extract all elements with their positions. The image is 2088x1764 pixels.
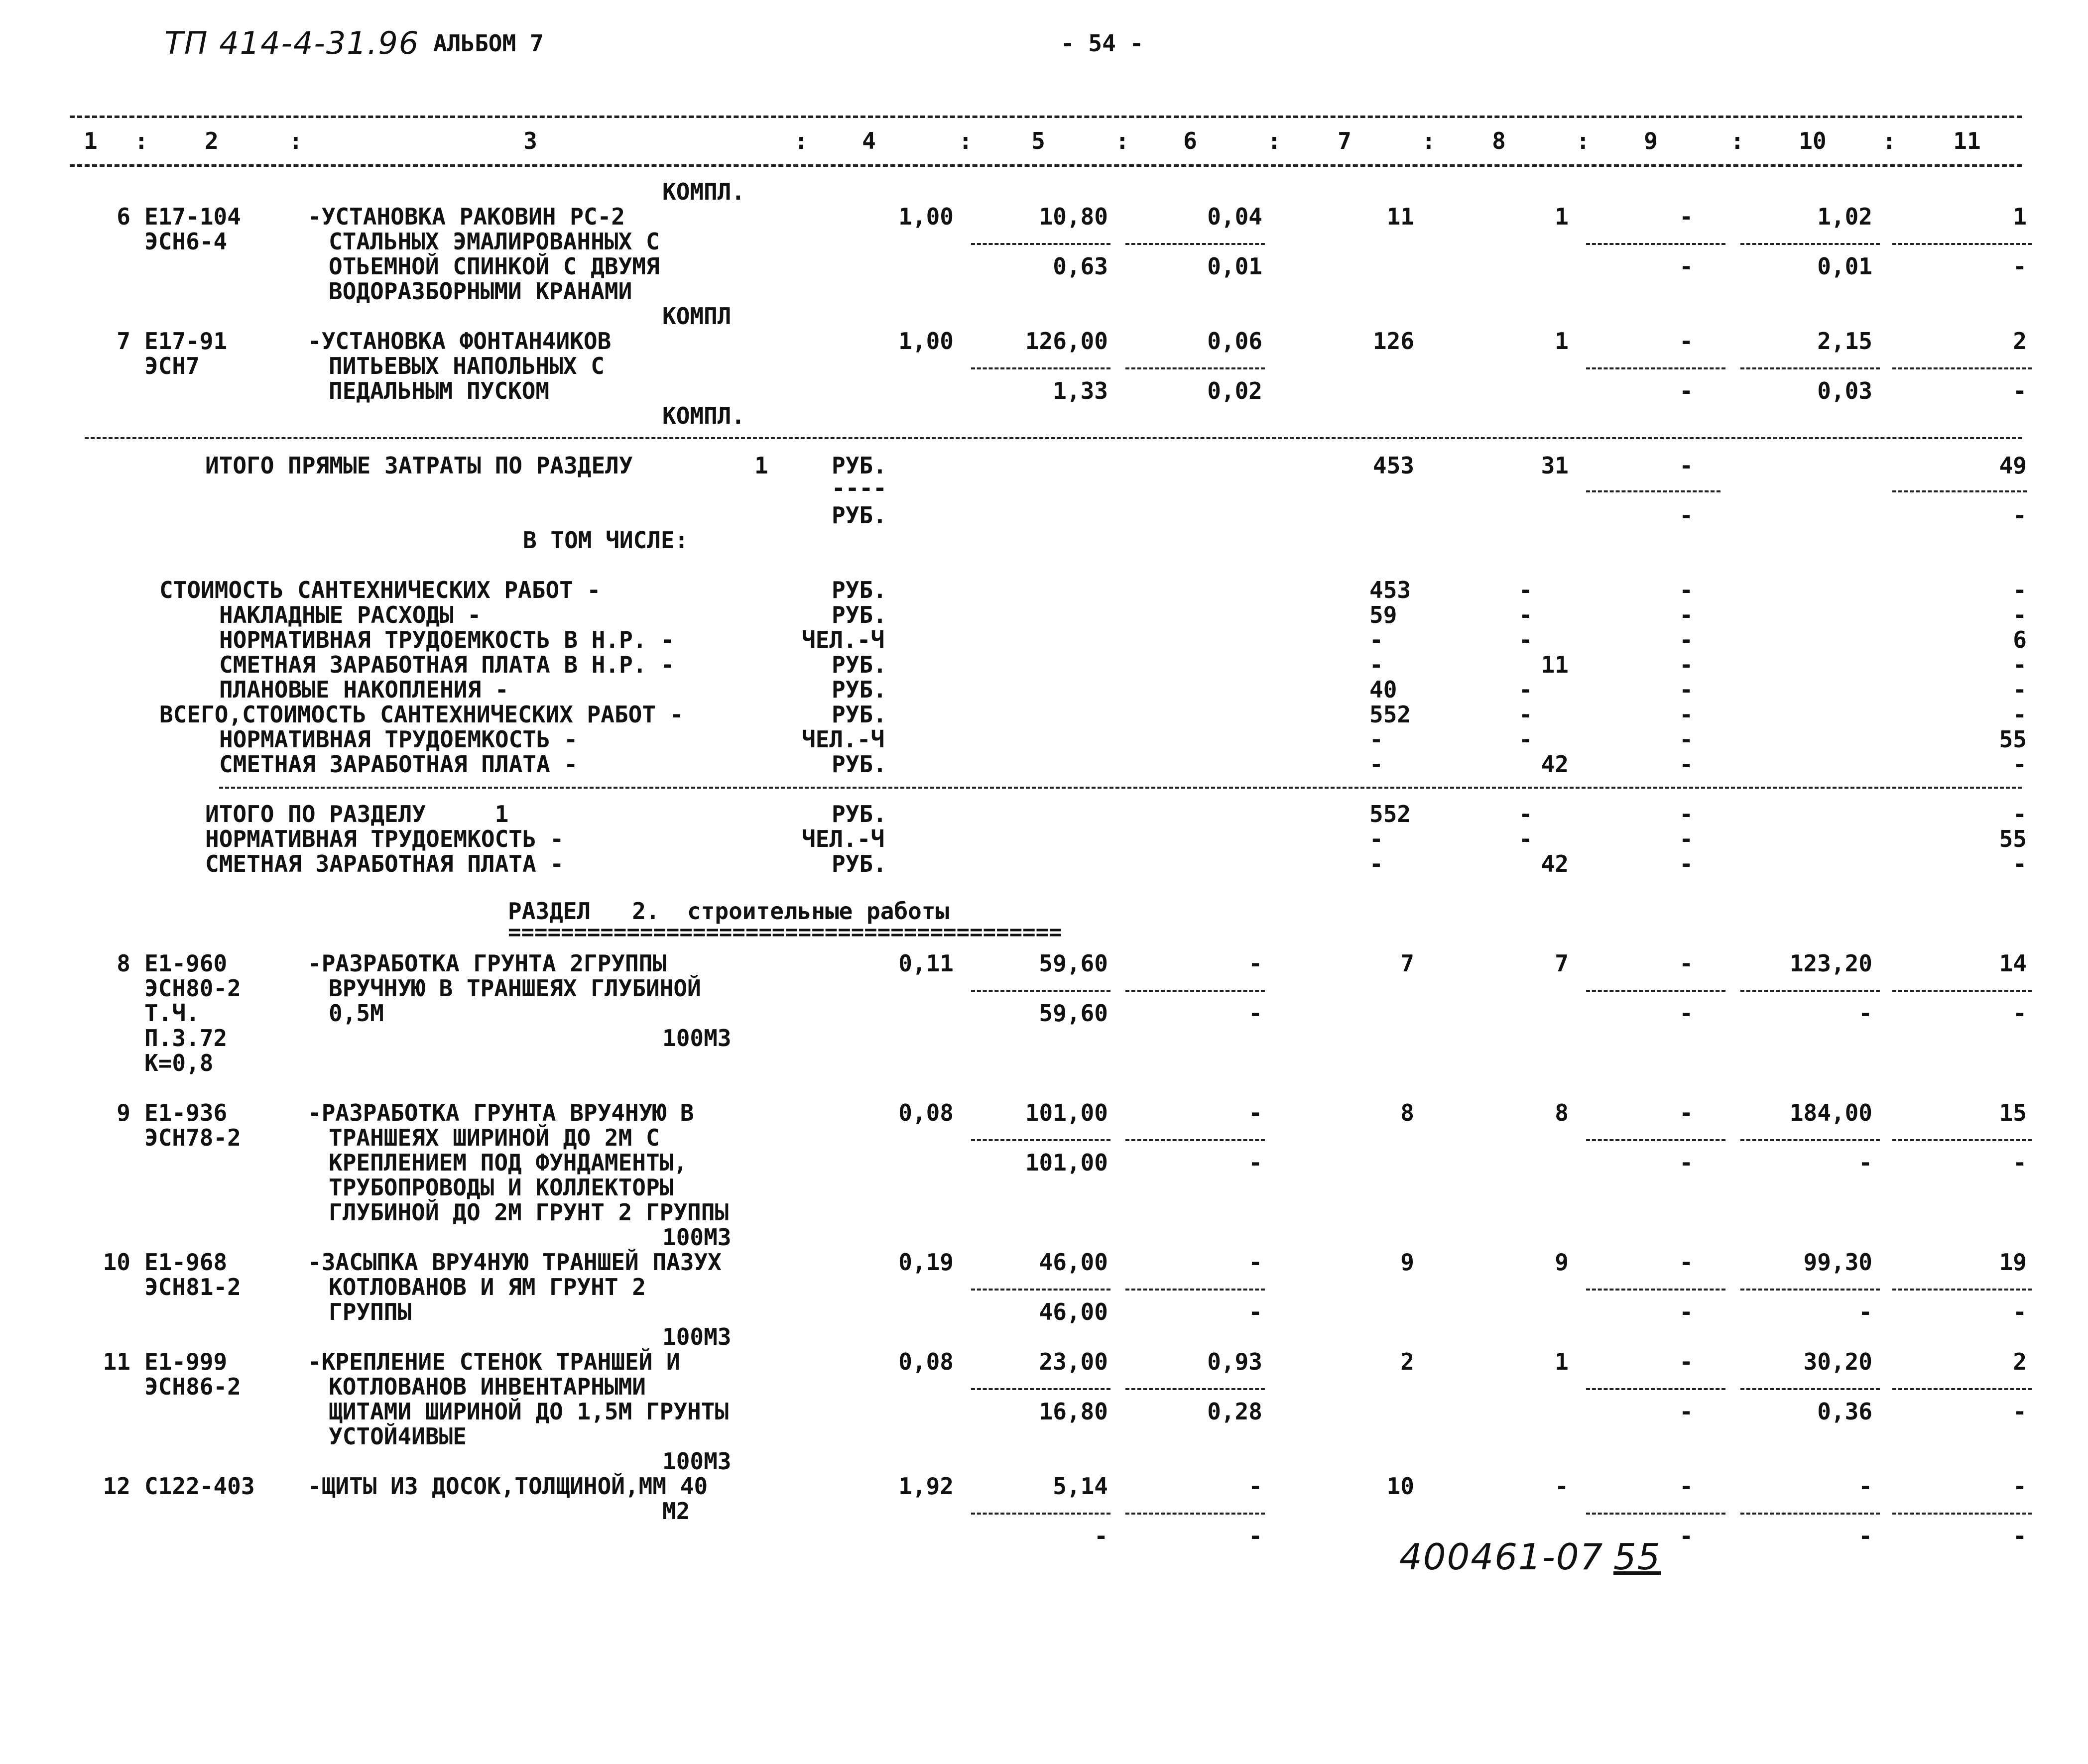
breakdown-col-8: - — [1519, 701, 1533, 728]
column-separator: : — [1267, 127, 1281, 154]
section-total-col-7: - — [1369, 825, 1383, 852]
header-rule-top — [70, 116, 2022, 118]
breakdown-unit: РУБ. — [832, 676, 887, 703]
cell-col-4: 0,08 — [898, 1348, 954, 1375]
cell-rule — [1586, 1289, 1725, 1291]
cell-col-4: 1,00 — [898, 203, 954, 230]
item-subcode: ЭСН86-2 — [144, 1373, 241, 1400]
item-description-line: ГЛУБИНОЙ ДО 2М ГРУНТ 2 ГРУППЫ — [329, 1199, 729, 1226]
breakdown-unit: ЧЕЛ.-Ч — [802, 626, 885, 653]
cell-rule — [971, 1388, 1110, 1390]
item-description-line: ВРУЧНУЮ В ТРАНШЕЯХ ГЛУБИНОЙ — [329, 975, 701, 1002]
cell-col-10: 1,02 — [1817, 203, 1872, 230]
cell-col-7: 126 — [1372, 328, 1414, 354]
totals-direct-label: ИТОГО ПРЯМЫЕ ЗАТРАТЫ ПО РАЗДЕЛУ — [205, 452, 633, 479]
item-description-line: СТАЛЬНЫХ ЭМАЛИРОВАННЫХ С — [329, 228, 660, 255]
page-number: - 54 - — [1061, 30, 1144, 57]
cell-rule — [1740, 990, 1880, 992]
item-subcode: ЭСН6-4 — [144, 228, 228, 255]
totals-direct-unit: РУБ. — [832, 452, 887, 479]
breakdown-label: НОРМАТИВНАЯ ТРУДОЕМКОСТЬ В Н.Р. - — [219, 626, 674, 653]
breakdown-col-8: - — [1519, 676, 1533, 703]
breakdown-col-8: 42 — [1541, 751, 1569, 778]
cell-rule — [1740, 1289, 1880, 1291]
column-separator: : — [1422, 127, 1436, 154]
breakdown-col-8: 11 — [1541, 651, 1569, 678]
cell-col-4: 0,08 — [898, 1099, 954, 1126]
cell-col-8: 7 — [1555, 950, 1569, 977]
breakdown-col-9: - — [1679, 577, 1693, 603]
cell-col-10-secondary: 0,01 — [1817, 253, 1872, 280]
column-header-9: 9 — [1644, 127, 1658, 154]
cell-col-9-secondary: - — [1679, 1298, 1693, 1325]
cell-col-11: 19 — [1999, 1249, 2027, 1276]
breakdown-col-11: 6 — [2013, 626, 2027, 653]
breakdown-col-7: 453 — [1369, 577, 1411, 603]
item-code: Е17-91 — [144, 328, 228, 354]
cell-col-9: - — [1679, 1473, 1693, 1500]
breakdown-label: ВСЕГО,СТОИМОСТЬ САНТЕХНИЧЕСКИХ РАБОТ - — [159, 701, 684, 728]
cell-col-7: 9 — [1400, 1249, 1414, 1276]
cell-col-5-secondary: 59,60 — [1039, 1000, 1108, 1027]
breakdown-col-8: - — [1519, 626, 1533, 653]
item-code: Е1-936 — [144, 1099, 228, 1126]
item-subcode: ЭСН78-2 — [144, 1124, 241, 1151]
cell-rule — [1125, 367, 1265, 369]
cell-col-10: 184,00 — [1789, 1099, 1872, 1126]
section-total-col-9: - — [1679, 850, 1693, 877]
section-total-col-9: - — [1679, 825, 1693, 852]
cell-col-11: 2 — [2013, 1348, 2027, 1375]
totals-direct-col-7: 453 — [1372, 452, 1414, 479]
totals-direct-col-9: - — [1679, 452, 1693, 479]
item-description-line: -РАЗРАБОТКА ГРУНТА 2ГРУППЫ — [308, 950, 667, 977]
cell-col-9-secondary: - — [1679, 1398, 1693, 1425]
cell-col-5-secondary: 0,63 — [1053, 253, 1108, 280]
breakdown-col-9: - — [1679, 651, 1693, 678]
cell-col-5: 10,80 — [1039, 203, 1108, 230]
item-number: 11 — [103, 1348, 130, 1375]
breakdown-col-7: - — [1369, 726, 1383, 753]
cell-col-5: 59,60 — [1039, 950, 1108, 977]
cell-rule — [1740, 1513, 1880, 1515]
cell-col-5-secondary: 46,00 — [1039, 1298, 1108, 1325]
breakdown-col-9: - — [1679, 701, 1693, 728]
cell-col-4: 0,11 — [898, 950, 954, 977]
section-2-title: РАЗДЕЛ 2. строительные работы — [508, 898, 950, 925]
cell-col-8: 1 — [1555, 203, 1569, 230]
column-header-4: 4 — [862, 127, 876, 154]
breakdown-col-11: - — [2013, 651, 2027, 678]
item-unit: 100М3 — [662, 1224, 732, 1251]
item-unit: 100М3 — [662, 1448, 732, 1475]
cell-rule — [1892, 243, 2032, 245]
column-separator: : — [289, 127, 303, 154]
cell-col-6-secondary: - — [1248, 1000, 1262, 1027]
cell-col-6: - — [1248, 1249, 1262, 1276]
item-description-line: -ЗАСЫПКА ВРУ4НУЮ ТРАНШЕЙ ПАЗУХ — [308, 1249, 722, 1276]
breakdown-label: СМЕТНАЯ ЗАРАБОТНАЯ ПЛАТА - — [219, 751, 578, 778]
cell-col-9-secondary: - — [1679, 1000, 1693, 1027]
cell-col-6-secondary: 0,01 — [1207, 253, 1262, 280]
cell-col-6: 0,06 — [1207, 328, 1262, 354]
cell-col-7: 2 — [1400, 1348, 1414, 1375]
item-unit: 100М3 — [662, 1025, 732, 1052]
cell-col-11-secondary: - — [2013, 253, 2027, 280]
cell-col-5: 46,00 — [1039, 1249, 1108, 1276]
cell-rule — [971, 1513, 1110, 1515]
section-rule — [85, 437, 2022, 439]
item-subcode: ЭСН81-2 — [144, 1274, 241, 1300]
column-header-5: 5 — [1031, 127, 1045, 154]
breakdown-col-8: - — [1519, 601, 1533, 628]
item-unit: М2 — [662, 1498, 690, 1525]
cell-col-11-secondary: - — [2013, 1523, 2027, 1549]
column-header-3: 3 — [523, 127, 537, 154]
breakdown-unit: РУБ. — [832, 577, 887, 603]
cell-col-8: 1 — [1555, 1348, 1569, 1375]
section-total-unit: РУБ. — [832, 850, 887, 877]
breakdown-col-7: - — [1369, 651, 1383, 678]
cell-col-9: - — [1679, 1099, 1693, 1126]
cell-col-10-secondary: 0,36 — [1817, 1398, 1872, 1425]
cell-col-4: 1,92 — [898, 1473, 954, 1500]
item-code: Е1-968 — [144, 1249, 228, 1276]
column-separator: : — [1115, 127, 1129, 154]
cell-col-11-secondary: - — [2013, 377, 2027, 404]
column-header-8: 8 — [1492, 127, 1506, 154]
item-description-line: ЩИТАМИ ШИРИНОЙ ДО 1,5М ГРУНТЫ — [329, 1398, 729, 1425]
breakdown-unit: РУБ. — [832, 601, 887, 628]
breakdown-label: ПЛАНОВЫЕ НАКОПЛЕНИЯ - — [219, 676, 509, 703]
item-number: 10 — [103, 1249, 130, 1276]
cell-col-8: 8 — [1555, 1099, 1569, 1126]
cell-col-8: - — [1555, 1473, 1569, 1500]
cell-col-6-secondary: 0,28 — [1207, 1398, 1262, 1425]
cell-col-9-secondary: - — [1679, 253, 1693, 280]
item-number: 12 — [103, 1473, 130, 1500]
cell-col-10-secondary: - — [1858, 1149, 1872, 1176]
section-total-col-8: 42 — [1541, 850, 1569, 877]
section-total-col-11: - — [2013, 801, 2027, 827]
breakdown-col-11: - — [2013, 751, 2027, 778]
column-separator: : — [134, 127, 148, 154]
cell-col-10: - — [1858, 1473, 1872, 1500]
item-description-line: ВОДОРАЗБОРНЫМИ КРАНАМИ — [329, 278, 632, 305]
archive-page: 55 — [1613, 1536, 1661, 1578]
cell-rule — [1586, 990, 1725, 992]
cell-rule — [971, 1289, 1110, 1291]
section-total-col-7: - — [1369, 850, 1383, 877]
item-description-line: -ЩИТЫ ИЗ ДОСОК,ТОЛЩИНОЙ,ММ 40 — [308, 1473, 708, 1500]
cell-rule — [1125, 990, 1265, 992]
breakdown-label: НАКЛАДНЫЕ РАСХОДЫ - — [219, 601, 482, 628]
item-subcode: ЭСН80-2 — [144, 975, 241, 1002]
breakdown-col-7: 40 — [1369, 676, 1397, 703]
section-total-label: СМЕТНАЯ ЗАРАБОТНАЯ ПЛАТА - — [205, 850, 564, 877]
including-label: В ТОМ ЧИСЛЕ: — [523, 527, 689, 554]
cell-col-11-secondary: - — [2013, 1000, 2027, 1027]
cell-col-4: 0,19 — [898, 1249, 954, 1276]
breakdown-col-9: - — [1679, 726, 1693, 753]
album-label: АЛЬБОМ 7 — [433, 30, 544, 57]
cell-rule — [1740, 367, 1880, 369]
cell-col-11: 14 — [1999, 950, 2027, 977]
item-description-line: УСТОЙ4ИВЫЕ — [329, 1423, 467, 1450]
item-description-line: ГРУППЫ — [329, 1298, 412, 1325]
column-header-2: 2 — [205, 127, 219, 154]
cell-col-6: 0,04 — [1207, 203, 1262, 230]
totals-direct-section: 1 — [754, 452, 768, 479]
cell-col-10: 123,20 — [1789, 950, 1872, 977]
breakdown-col-8: - — [1519, 726, 1533, 753]
cell-col-10: 2,15 — [1817, 328, 1872, 354]
item-description-line: -РАЗРАБОТКА ГРУНТА ВРУ4НУЮ В — [308, 1099, 694, 1126]
section-rule — [219, 787, 2022, 789]
cell-col-11: - — [2013, 1473, 2027, 1500]
section-total-unit: РУБ. — [832, 801, 887, 827]
breakdown-unit: ЧЕЛ.-Ч — [802, 726, 885, 753]
breakdown-col-11: - — [2013, 601, 2027, 628]
column-separator: : — [794, 127, 808, 154]
cell-rule — [1125, 1139, 1265, 1141]
column-header-1: 1 — [84, 127, 98, 154]
breakdown-col-7: 59 — [1369, 601, 1397, 628]
item-description-line: КОТЛОВАНОВ И ЯМ ГРУНТ 2 — [329, 1274, 646, 1300]
item-description-line: ОТЬЕМНОЙ СПИНКОЙ С ДВУМЯ — [329, 253, 660, 280]
item-code: Е17-104 — [144, 203, 241, 230]
totals-direct-col-11-secondary: - — [2013, 502, 2027, 529]
section-total-col-7: 552 — [1369, 801, 1411, 827]
cell-rule — [1125, 243, 1265, 245]
breakdown-label: СМЕТНАЯ ЗАРАБОТНАЯ ПЛАТА В Н.Р. - — [219, 651, 674, 678]
breakdown-unit: РУБ. — [832, 701, 887, 728]
cell-rule — [1892, 1388, 2032, 1390]
column-header-11: 11 — [1953, 127, 1981, 154]
cell-col-9: - — [1679, 328, 1693, 354]
section-total-unit: ЧЕЛ.-Ч — [802, 825, 885, 852]
cell-rule — [971, 1139, 1110, 1141]
cell-col-8: 1 — [1555, 328, 1569, 354]
cell-col-6: - — [1248, 1473, 1262, 1500]
cell-col-9: - — [1679, 950, 1693, 977]
totals-direct-unit-dash: ---- — [832, 474, 887, 501]
item-number: 6 — [117, 203, 130, 230]
column-separator: : — [1882, 127, 1896, 154]
breakdown-unit: РУБ. — [832, 651, 887, 678]
item-unit: 100М3 — [662, 1323, 732, 1350]
breakdown-col-9: - — [1679, 626, 1693, 653]
cell-rule — [971, 243, 1110, 245]
cell-col-7: 10 — [1386, 1473, 1414, 1500]
cell-col-11-secondary: - — [2013, 1149, 2027, 1176]
breakdown-col-9: - — [1679, 601, 1693, 628]
cell-col-6: 0,93 — [1207, 1348, 1262, 1375]
breakdown-label: НОРМАТИВНАЯ ТРУДОЕМКОСТЬ - — [219, 726, 578, 753]
item-description-line: ТРАНШЕЯХ ШИРИНОЙ ДО 2М С — [329, 1124, 660, 1151]
cell-col-11: 1 — [2013, 203, 2027, 230]
cell-rule — [1125, 1289, 1265, 1291]
section-total-col-9: - — [1679, 801, 1693, 827]
cell-rule — [1892, 1289, 2032, 1291]
document-code: ТП 414-4-31.96 — [164, 25, 420, 61]
cell-col-6-secondary: - — [1248, 1523, 1262, 1549]
breakdown-col-7: 552 — [1369, 701, 1411, 728]
item-subcode: Т.Ч. — [144, 1000, 200, 1027]
column-header-6: 6 — [1183, 127, 1197, 154]
column-separator: : — [1576, 127, 1590, 154]
item-number: 9 — [117, 1099, 130, 1126]
breakdown-unit: РУБ. — [832, 751, 887, 778]
cell-col-9: - — [1679, 1348, 1693, 1375]
item-description-line: КОТЛОВАНОВ ИНВЕНТАРНЫМИ — [329, 1373, 646, 1400]
item-code: С122-403 — [144, 1473, 255, 1500]
cell-col-6: - — [1248, 950, 1262, 977]
cell-rule — [1740, 1139, 1880, 1141]
section-total-col-11: - — [2013, 850, 2027, 877]
section-total-col-8: - — [1519, 825, 1533, 852]
cell-col-5: 5,14 — [1053, 1473, 1108, 1500]
cell-col-11-secondary: - — [2013, 1298, 2027, 1325]
item-number: 7 — [117, 328, 130, 354]
cell-col-5-secondary: 101,00 — [1025, 1149, 1108, 1176]
cell-rule — [971, 990, 1110, 992]
cell-rule — [1125, 1388, 1265, 1390]
breakdown-col-7: - — [1369, 751, 1383, 778]
item-code: Е1-999 — [144, 1348, 228, 1375]
cell-rule — [971, 367, 1110, 369]
cell-col-6-secondary: - — [1248, 1298, 1262, 1325]
item-description-line: КРЕПЛЕНИЕМ ПОД ФУНДАМЕНТЫ, — [329, 1149, 688, 1176]
breakdown-col-7: - — [1369, 626, 1383, 653]
item-subcode: К=0,8 — [144, 1050, 214, 1076]
cell-rule — [1892, 990, 2032, 992]
section-2-rule: ========================================== — [508, 925, 1062, 940]
column-separator: : — [1730, 127, 1744, 154]
breakdown-col-11: 55 — [1999, 726, 2027, 753]
cell-col-5: 101,00 — [1025, 1099, 1108, 1126]
column-header-10: 10 — [1799, 127, 1827, 154]
cell-col-7: 8 — [1400, 1099, 1414, 1126]
cell-col-10-secondary: - — [1858, 1523, 1872, 1549]
breakdown-col-9: - — [1679, 676, 1693, 703]
item-unit: КОМПЛ. — [662, 402, 745, 429]
cell-rule — [1892, 1139, 2032, 1141]
cell-col-11-secondary: - — [2013, 1398, 2027, 1425]
cell-col-9-secondary: - — [1679, 1149, 1693, 1176]
item-description-line: -КРЕПЛЕНИЕ СТЕНОК ТРАНШЕЙ И — [308, 1348, 680, 1375]
cell-col-6-secondary: - — [1248, 1149, 1262, 1176]
totals-direct-col-9-secondary: - — [1679, 502, 1693, 529]
header-rule-bottom — [70, 164, 2022, 167]
section-total-label: ИТОГО ПО РАЗДЕЛУ 1 — [205, 801, 509, 827]
item-subcode: П.3.72 — [144, 1025, 228, 1052]
breakdown-col-11: - — [2013, 701, 2027, 728]
cell-col-7: 7 — [1400, 950, 1414, 977]
totals-direct-col-8: 31 — [1541, 452, 1569, 479]
cell-col-7: 11 — [1386, 203, 1414, 230]
item-subcode: ЭСН7 — [144, 353, 200, 379]
cell-rule — [1892, 1513, 2032, 1515]
breakdown-col-8: - — [1519, 577, 1533, 603]
cell-col-5-secondary: 16,80 — [1039, 1398, 1108, 1425]
cell-col-5: 126,00 — [1025, 328, 1108, 354]
cell-col-9-secondary: - — [1679, 1523, 1693, 1549]
item-description-line: -УСТАНОВКА РАКОВИН РС-2 — [308, 203, 625, 230]
cell-col-8: 9 — [1555, 1249, 1569, 1276]
item-number: 8 — [117, 950, 130, 977]
cell-rule — [1586, 243, 1725, 245]
cell-rule — [1586, 1513, 1725, 1515]
breakdown-col-9: - — [1679, 751, 1693, 778]
breakdown-col-11: - — [2013, 577, 2027, 603]
item-description-line: 0,5М — [329, 1000, 384, 1027]
cell-col-11: 2 — [2013, 328, 2027, 354]
breakdown-label: СТОИМОСТЬ САНТЕХНИЧЕСКИХ РАБОТ - — [159, 577, 601, 603]
section-total-col-8: - — [1519, 801, 1533, 827]
column-header-7: 7 — [1338, 127, 1351, 154]
cell-rule — [1892, 367, 2032, 369]
cell-rule — [1586, 367, 1725, 369]
section-total-col-11: 55 — [1999, 825, 2027, 852]
cell-rule — [1586, 490, 1720, 492]
cell-rule — [1740, 243, 1880, 245]
cell-col-5-secondary: 1,33 — [1053, 377, 1108, 404]
item-description-line: ПЕДАЛЬНЫМ ПУСКОМ — [329, 377, 550, 404]
cell-col-11: 15 — [1999, 1099, 2027, 1126]
cell-col-5: 23,00 — [1039, 1348, 1108, 1375]
item-description-line: -УСТАНОВКА ФОНТАН4ИКОВ — [308, 328, 612, 354]
cell-col-10-secondary: - — [1858, 1298, 1872, 1325]
cell-col-10: 30,20 — [1803, 1348, 1872, 1375]
cell-rule — [1125, 1513, 1265, 1515]
cell-rule — [1740, 1388, 1880, 1390]
cell-col-5-secondary: - — [1094, 1523, 1108, 1549]
breakdown-col-11: - — [2013, 676, 2027, 703]
cell-col-9: - — [1679, 203, 1693, 230]
cell-col-10-secondary: 0,03 — [1817, 377, 1872, 404]
cell-col-10-secondary: - — [1858, 1000, 1872, 1027]
cell-col-10: 99,30 — [1803, 1249, 1872, 1276]
cell-rule — [1586, 1388, 1725, 1390]
archive-stamp: 400461-07 — [1399, 1536, 1604, 1578]
unit-label: КОМПЛ. — [662, 178, 745, 205]
cell-col-9: - — [1679, 1249, 1693, 1276]
cell-col-6: - — [1248, 1099, 1262, 1126]
section-total-label: НОРМАТИВНАЯ ТРУДОЕМКОСТЬ - — [205, 825, 564, 852]
cell-col-6-secondary: 0,02 — [1207, 377, 1262, 404]
cell-col-4: 1,00 — [898, 328, 954, 354]
item-description-line: ПИТЬЕВЫХ НАПОЛЬНЫХ С — [329, 353, 605, 379]
item-unit: КОМПЛ — [662, 303, 732, 330]
column-separator: : — [959, 127, 973, 154]
cell-rule — [1586, 1139, 1725, 1141]
item-description-line: ТРУБОПРОВОДЫ И КОЛЛЕКТОРЫ — [329, 1174, 674, 1201]
cell-col-9-secondary: - — [1679, 377, 1693, 404]
item-code: Е1-960 — [144, 950, 228, 977]
totals-direct-unit2: РУБ. — [832, 502, 887, 529]
cell-rule — [1892, 490, 2027, 492]
totals-direct-col-11: 49 — [1999, 452, 2027, 479]
